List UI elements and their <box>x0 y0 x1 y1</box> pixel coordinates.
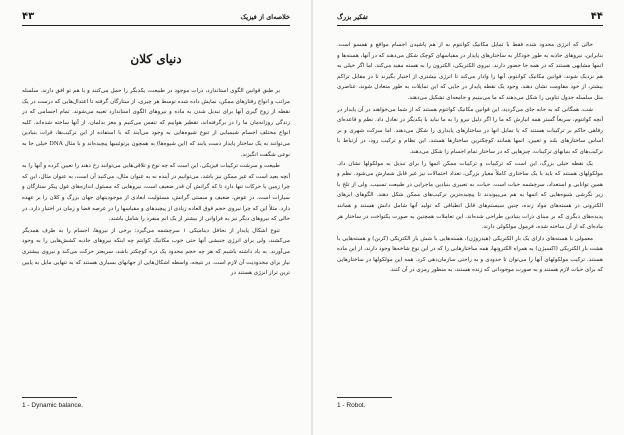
right-page <box>313 0 624 435</box>
left-page-body <box>22 86 290 354</box>
right-page-number: ۴۴ <box>590 11 603 22</box>
left-paragraph-3: تنوع اشکال پایدار از نحافل دینامیکی ۱ سرچشمه می‌گیرد: برخی از نیروها، اجسام را به طرف همدیگر می‌کشند، ولی برای انرژی جنبشی آنها حتی خوب مکانیک کوانتم چه اینکه نیروهای جاذبه کشش‌هایی را به وجود می‌آورند. به یاد داشته باشیم که هر چه حجم محدود یک ذره کوچکتر باشد، سریعتر حرکت می‌کند و نیروی بیشتری نیاز برای محدودیت آن لازم است. در نتیجه، واسطه اشکال‌هایی از جهانهای بسیاری هستند که به تنهایی مایل به پایین ترین تراز انرژی هستند در <box>22 227 290 277</box>
right-running-title: تفکیر بزرگ <box>337 13 368 21</box>
right-page-body <box>337 40 603 358</box>
chapter-title: دنیای کلان <box>130 52 182 66</box>
right-footnote: 1 - Robot. <box>337 402 366 409</box>
left-page-number: ۴۳ <box>22 11 35 22</box>
left-footnote: 1 - Dynamic balance. <box>22 402 84 409</box>
right-paragraph-1: حالی که انرژی محدود شده فقط با تمایل مکانیک کوانتوم به از هم پاشیدن اجسام مواقع و همسو است. بنابراین، نیروهای جاذبه به طور خودکار به ساختارهای پایدار در مقیاسهای کوچک شکل می‌دهند که در آنها، هسته‌ها و اتمها مشابهی هستند که در همه جا حضور دارند. نیروی الکتریکی، الکترون را به هسته مقید می‌کند. اما اگر خیلی به هم نزدیک شوند، قوانین مکانیک کوانتوم، آنها را وادار می‌کند تا انرژی بیشتری از اختیار بگیرند تا در مقابل تراکم بیشتر، از خود مقاومت نشان دهند. وجود یک نقطه پایدار در جایی که این تمایلات به طور متعادل شوند، عناصری مثل سلسله جدول تناوبی را شکل می‌دهند که ما می‌بینیم و جامعه‌ای تشکیل می‌دهند. <box>337 42 603 101</box>
left-page <box>0 0 311 435</box>
left-paragraph-2: طبیعت و سرشت ترکیبات فیزیکی، این است که چه نوع و تلاقی‌هایی می‌توانند رخ دهند را تعیین کرده و آنها را به آنچه بعید است که غیر ممکن نیز باشد، می‌توانیم در آینده نه به عنوان مثال، می‌کنید آن است، به عنوان مثال، این که چرا زمین با حرکات تنها دارد تا که گرانش آن قدر ضعیف است، نیروهایی که مسئول اندازه‌های غول پیکر ستارگان و سیارات است. در عوض، ضعیف و سستی گرانش، مسئولیت ابعادی از موجودیتهای جهان بزرگ و کلان را بر عهده دارد. مثلاً این که چرا نیروی حجم فوق العاده زیادی از پیچیدهای و مقیاسها را در عرصه فضا و زمان در اختیار دارد. در حالی که نیروهای دیگر نیز به فراوانی از بیشتر از یک اتم منفرد را شامل باشند. <box>22 163 290 223</box>
right-page-header <box>337 12 603 26</box>
left-running-title: خلاصه‌ای از فیزیک <box>240 13 290 21</box>
right-footnote-rule <box>337 397 392 398</box>
left-page-header <box>22 12 290 26</box>
right-paragraph-4: معمولی با هسته‌های دارای یک بار الکتریکی (هیدروژن)، هسته‌هایی با شش بار الکتریکی (کربن) و هسته‌هایی با هشت بار الکتریکی (اکسیژن) به همراه الکترونها، همه ساختارهایی را که در این نوع شاخه‌ها وجود دارند، از این ماده هستند. ترکیب مولکولهای آنها را می‌توان تا حدودی و به راحتی سازمان‌دهی کرد. همه این مولکولها در ساختارهایی که برای حیات لازم هستند و به صورت موجوداتی که زنده هستند، به منظور رمزی در آن کنند. <box>337 235 603 274</box>
right-paragraph-2: شب، همگانی که به جابه جای می‌گردید، این قوانین مکانیک کوانتوم هستند که از شما می‌خواهند در آن پایدار در آنچه کوانتوم، سریعاً گستر همه انبارش که ما را اگر دلیل نیرو را به ما نباید با یکدیگر در تعادل داد. نظم و قاعده‌ای رفاهی حاکم بر ترکیبات هستند که با تمایل انها در ساختارهای پایداری را شکل می‌دهند. اما سرکت شهری و بر اساس ساختارهای بلند و تعیین. اتمها همانند کوچکترین ساختارها هستند. این نظام و ترکیب رود، در ارتباط با ترکیب‌های که بنیانهای ترکیبات، چیزهایی که در ساختار تمام اجسام را شکل می‌دهند. <box>337 106 603 155</box>
left-footnote-rule <box>22 397 77 398</box>
right-paragraph-3: یک نقطه خیلی بزرگ، این است که ترکیبات و ترکیبات ممکن اتمها را برای تبدیل به مولکولها نشان داد. مولکولهای هستند که باید با یک ساختاری کاملاً معیار بزرگی، تعداد احتمالات نیز غیر قابل شمارش می‌شود. نظم و همین توانایی و استعداد، سرچشمه حیات است. حیات، به تعبیری بنیادین ماجرایی در طبیعت تسبیب. ولی از تلخ با زیر نگرشی شیوه‌هایی که اتمها به هم می‌پیوندند تا پیچیده‌ترین ترکیب‌های ممکن شکل دهند. الگوهای ابرهای الکترونی در هسته‌های مواد زنده، چنین سیستم‌های قابل انطباقی که تولید آنها شامل دانش هستند و همانند پدیده‌های دیگری که بر مبنای ذرات بنیادین طراحی شده‌اند. این تعاملات همچنین به صورت یکنواخت در ساختار هر ماده‌ای که از آن ساخته شده، فرمول مولکولی دارند. <box>337 160 603 231</box>
left-paragraph-1: بر طبق قوانین الگوی استاندارد، ذرات موجود در طبیعت، یکدیگر را حمل می‌کنند و با هم تو افق دارند. سلسله مراتب و انواع رفتارهای ممکن، نمایش داده شده توسط هر چیزی، از ستارگان گرفته تا اعتدال‌هایی که درست در یک نقطه از زوج گیری آنها برای تبدیل شدن به ماده و نیروهای الگوی استاندارد تعبیه می‌شوند. تمام اجسامی که در زندگی روزانه‌مان ما را در برگرفته‌اند، تقطیر هوابیم که تنفس می‌کنیم و مغز بدلمان، از آنها ساخته شده‌اند. کلیه انواع مختلف اجسام شیمیایی از تنوع شیوه‌هایی به وجود می‌آیند که با استفاده از این ترکیب‌ها، قرات بنیادین می‌توانند به یک ساختار پایدار دست یابند که (این شیوه‌ها) به همچون پرتوئینیها پیچیده‌اند و با مثال DNA خیلی جا به نوعی شگفت انگیزند. <box>22 88 290 158</box>
